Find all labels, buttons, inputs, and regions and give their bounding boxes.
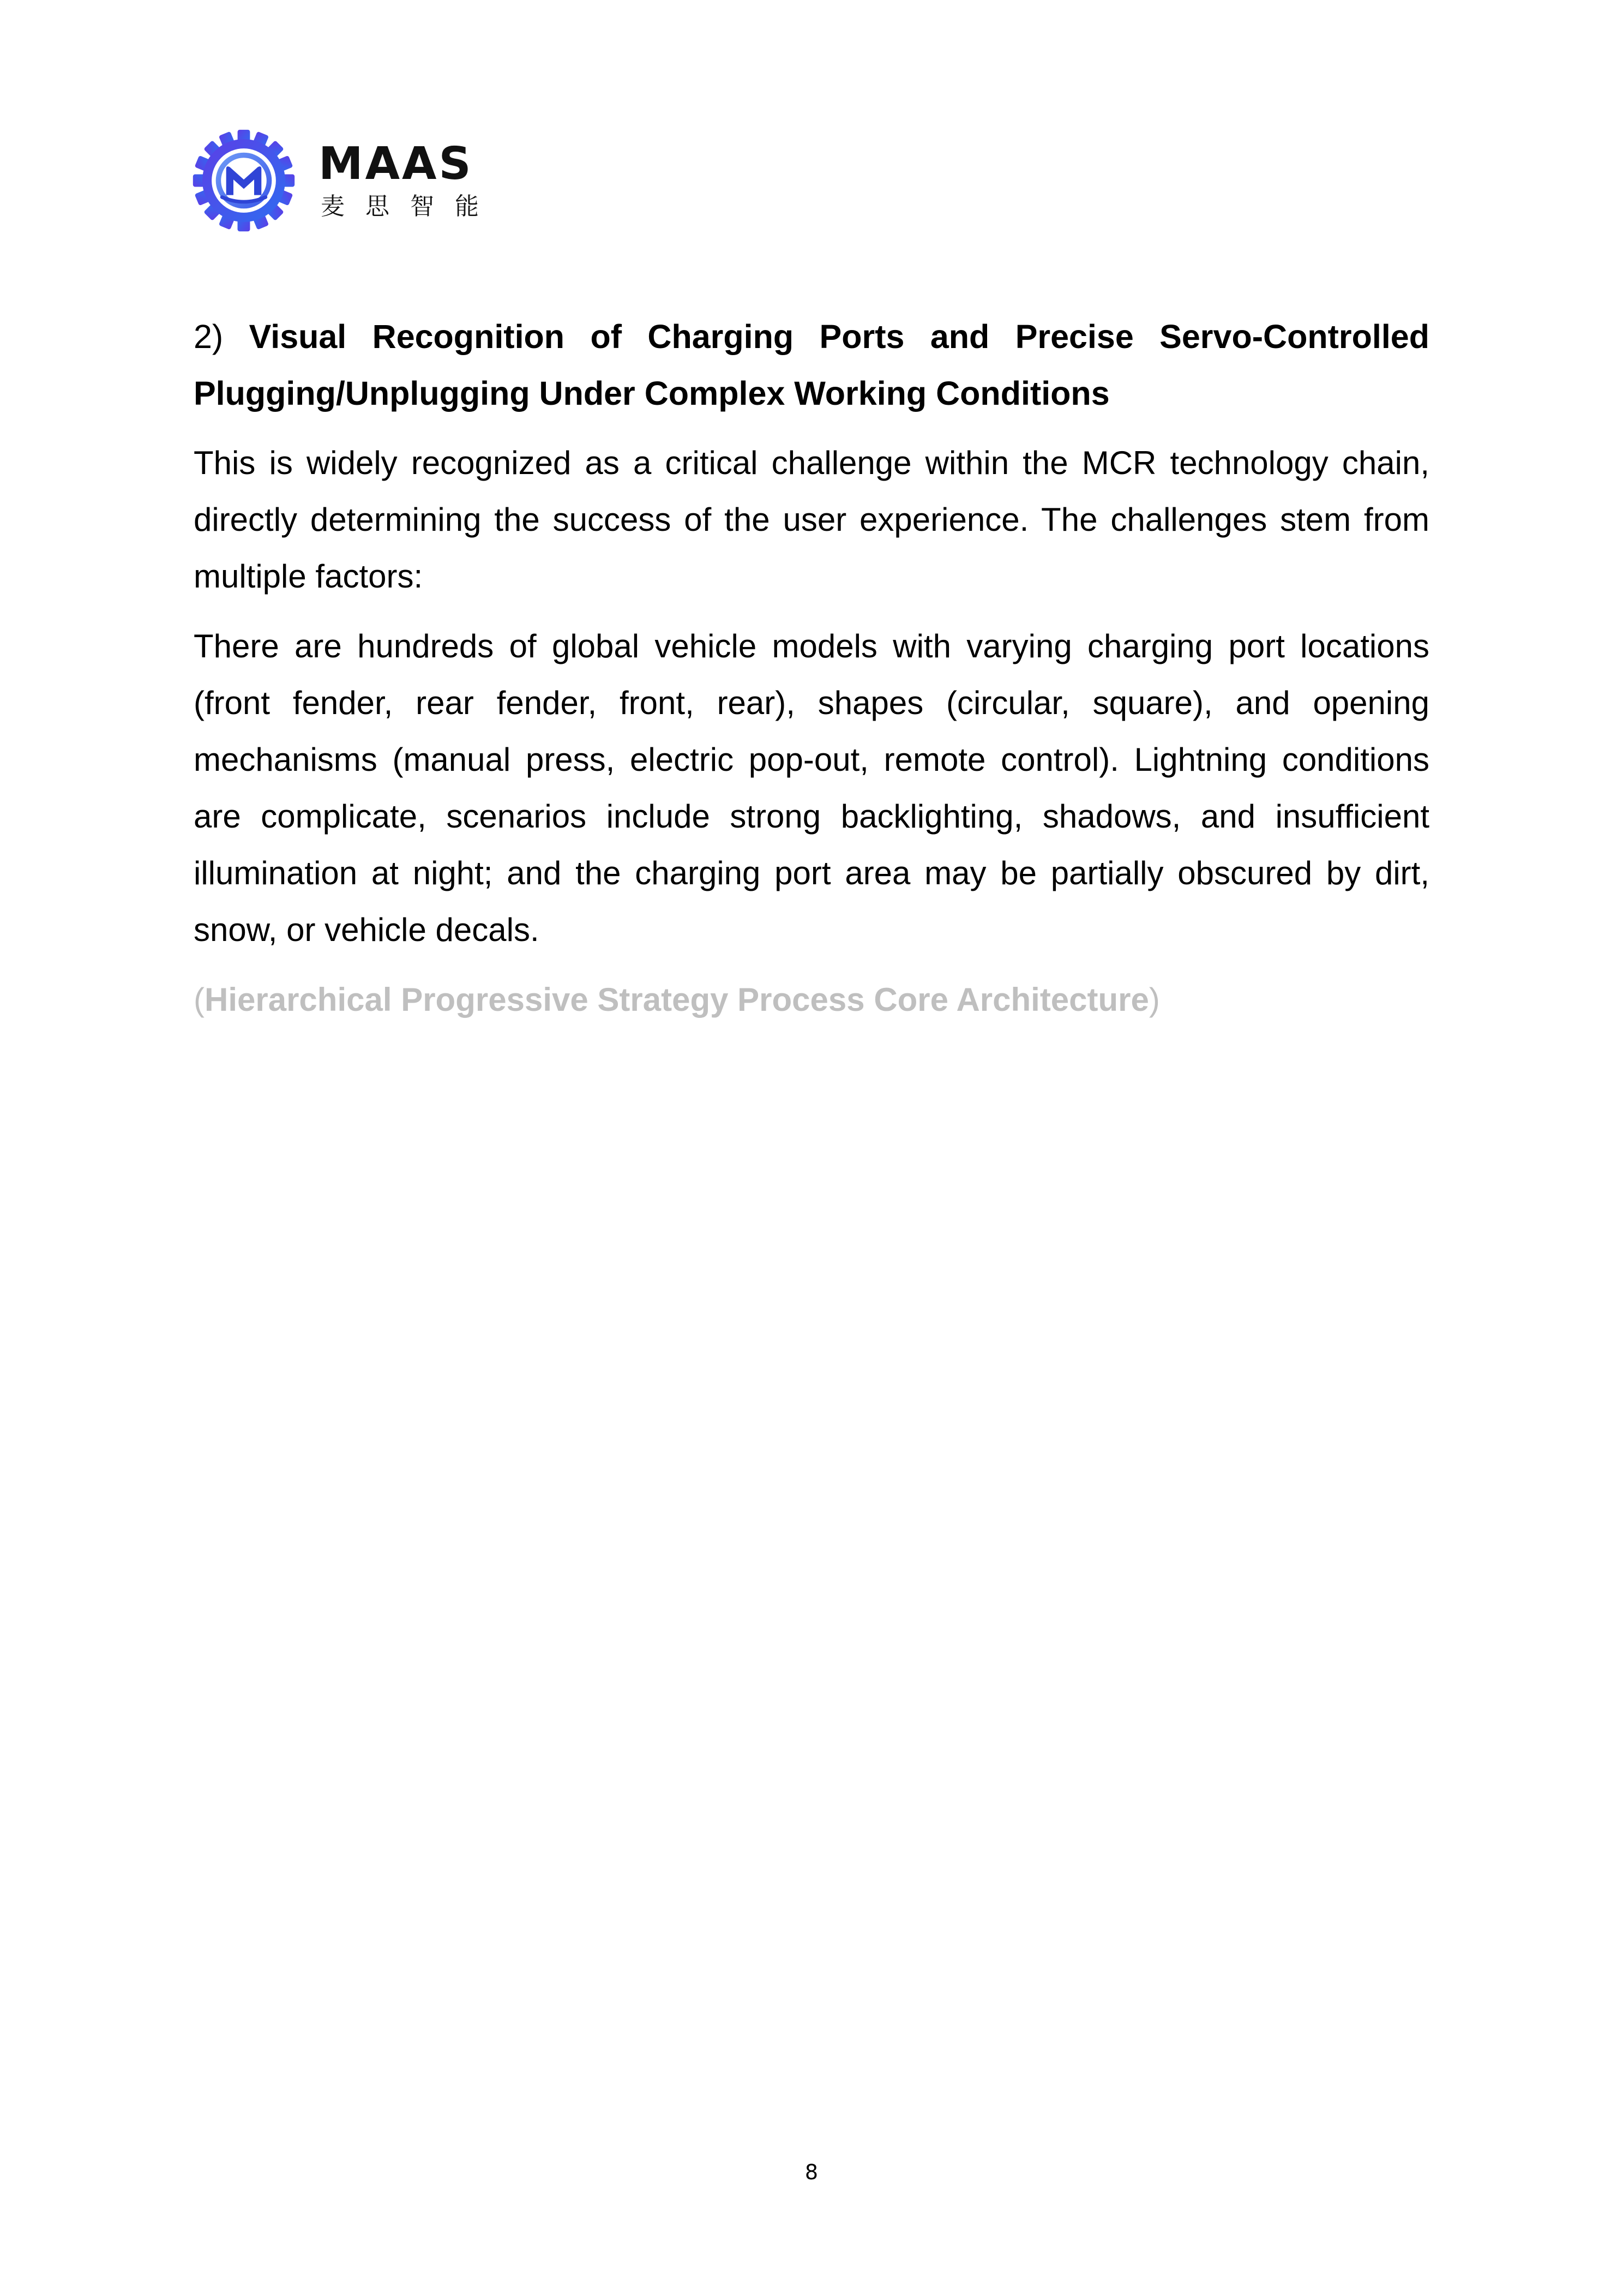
caption-open-paren: ( (194, 981, 205, 1018)
section-heading (194, 308, 1429, 422)
section-number: 2) (194, 318, 224, 355)
caption-close-paren: ) (1149, 981, 1160, 1018)
page-number: 8 (804, 2160, 819, 2184)
logo-subtitle: 麦思智能 (321, 193, 500, 220)
company-logo (192, 129, 519, 235)
document-body (194, 308, 1429, 1028)
section-title: Visual Recognition of Charging Ports and Precise Servo-Controlled Plugging/Unplugging Under Complex Working Conditions (194, 318, 1429, 412)
caption-text: Hierarchical Progressive Strategy Process Core Architecture (204, 981, 1149, 1018)
figure-caption (194, 972, 1429, 1028)
paragraph-challenges: There are hundreds of global vehicle models with varying charging port locations (front fender, rear fender, front, rear), shapes (circular, square), and opening mechanisms (manual press, electric pop-out, remote control). Lightning conditions are complicate, scenarios include strong backlighting, shadows, and insufficient illumination at night; and the charging port area may be partially obscured by dirt, snow, or vehicle decals. (194, 628, 1429, 948)
logo-wordmark: MAAS (318, 138, 473, 190)
paragraph-intro: This is widely recognized as a critical challenge within the MCR technology chain, directly determining the success of the user experience. The challenges stem from multiple factors: (194, 445, 1429, 595)
gear-m-logo-icon (192, 129, 296, 232)
